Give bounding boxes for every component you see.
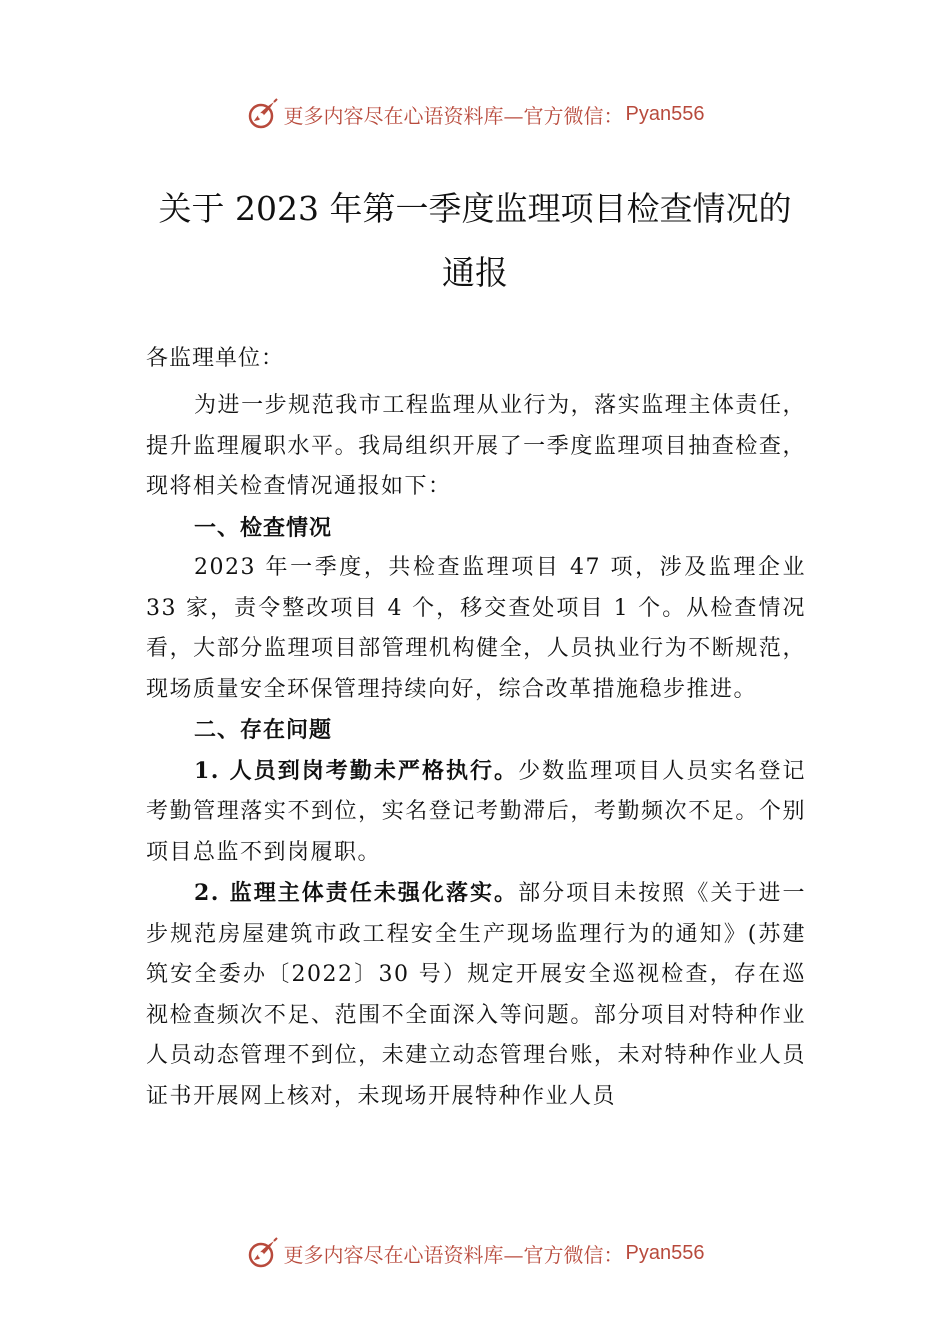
footer-banner	[0, 1233, 950, 1273]
quill-pen-logo-icon	[246, 1236, 280, 1270]
header-banner	[0, 94, 950, 134]
issue-1-body: 少数监理项目人员实名登记考勤管理落实不到位，实名登记考勤滞后，考勤频次不足。个别项目总监不到岗履职。	[146, 758, 806, 865]
issue-2-paragraph	[146, 873, 806, 1117]
banner-text: 更多内容尽在心语资料库—官方微信：	[283, 103, 624, 128]
banner-wechat-id: Pyan556	[625, 1241, 705, 1264]
banner-text: 更多内容尽在心语资料库—官方微信：	[283, 1242, 624, 1267]
intro-paragraph: 为进一步规范我市工程监理从业行为，落实监理主体责任，提升监理履职水平。我局组织开展了一季度监理项目抽查检查，现将相关检查情况通报如下：	[146, 393, 806, 499]
section-1-heading: 一、检查情况	[194, 514, 333, 541]
issue-1-lead: 1. 人员到岗考勤未严格执行。	[194, 757, 519, 784]
document-title-line-1: 关于 2023 年第一季度监理项目检查情况的	[158, 189, 792, 228]
section-1-paragraph: 2023 年一季度，共检查监理项目 47 项，涉及监理企业 33 家，责令整改项目 4 个，移交查处项目 1 个。从检查情况看，大部分监理项目部管理机构健全，人员执业行为不断规范，现场质量安全环保管理持续向好，综合改革措施稳步推进。	[146, 555, 806, 702]
salutation: 各监理单位：	[146, 346, 285, 371]
banner-wechat-id: Pyan556	[625, 102, 705, 125]
issue-2-lead: 2. 监理主体责任未强化落实。	[194, 880, 519, 906]
section-2-heading: 二、存在问题	[194, 717, 333, 743]
quill-pen-logo-icon	[246, 97, 280, 131]
document-body	[146, 386, 806, 1117]
issue-2-body: 部分项目未按照《关于进一步规范房屋建筑市政工程安全生产现场监理行为的通知》(苏建筑安全委办〔2022〕30 号）规定开展安全巡视检查，存在巡视检查频次不足、范围不全面深入等问题。部分项目对特种作业人员动态管理不到位，未建立动态管理台账，未对特种作业人员证书开展网上核对，未现场开展特种作业人员	[146, 881, 806, 1109]
issue-1-paragraph	[146, 751, 806, 874]
document-title-line-2: 通报	[442, 253, 508, 292]
